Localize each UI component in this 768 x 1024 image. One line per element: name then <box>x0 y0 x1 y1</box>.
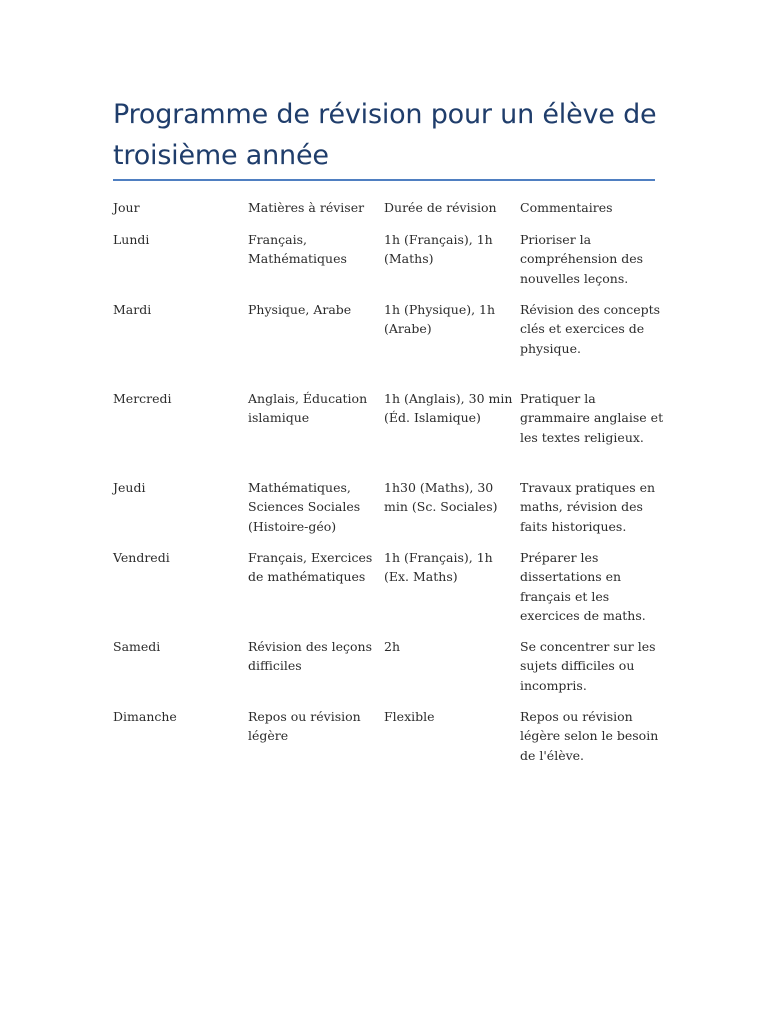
table-row <box>113 637 673 707</box>
cell-matieres: Physique, Arabe <box>248 302 352 317</box>
cell-commentaires: Révision des concepts clés et exercices de physique. <box>520 302 661 356</box>
cell-commentaires: Préparer les dissertations en français et les exercices de maths. <box>520 550 646 624</box>
header-commentaires: Commentaires <box>520 200 613 215</box>
cell-jour: Vendredi <box>113 550 170 565</box>
cell-duree: 1h (Physique), 1h (Arabe) <box>384 302 496 337</box>
cell-matieres: Anglais, Éducation islamique <box>248 391 368 426</box>
cell-jour: Samedi <box>113 639 161 654</box>
table-row <box>113 300 673 389</box>
header-duree: Durée de révision <box>384 200 497 215</box>
header-matieres: Matières à réviser <box>248 200 365 215</box>
revision-schedule-table <box>113 198 673 777</box>
cell-jour: Mercredi <box>113 391 172 406</box>
table-header-row <box>113 198 673 230</box>
table-row <box>113 707 673 777</box>
title-underline <box>113 179 655 181</box>
cell-duree: 1h30 (Maths), 30 min (Sc. Sociales) <box>384 480 498 515</box>
cell-matieres: Français, Exercices de mathématiques <box>248 550 373 585</box>
cell-jour: Jeudi <box>113 480 146 495</box>
header-jour: Jour <box>113 200 140 215</box>
cell-duree: 2h <box>384 639 401 654</box>
table-row <box>113 389 673 478</box>
cell-jour: Dimanche <box>113 709 177 724</box>
page-title: Programme de révision pour un élève de troisième année <box>113 99 657 171</box>
table-row <box>113 230 673 300</box>
cell-duree: 1h (Anglais), 30 min (Éd. Islamique) <box>384 391 513 426</box>
cell-matieres: Mathématiques, Sciences Sociales (Histoire-géo) <box>248 480 361 534</box>
cell-jour: Lundi <box>113 232 150 247</box>
cell-matieres: Repos ou révision légère <box>248 709 361 744</box>
cell-commentaires: Prioriser la compréhension des nouvelles leçons. <box>520 232 644 286</box>
cell-commentaires: Pratiquer la grammaire anglaise et les textes religieux. <box>520 391 664 445</box>
cell-duree: 1h (Français), 1h (Ex. Maths) <box>384 550 493 585</box>
cell-commentaires: Travaux pratiques en maths, révision des faits historiques. <box>520 480 656 534</box>
cell-duree: Flexible <box>384 709 435 724</box>
cell-matieres: Français, Mathématiques <box>248 232 347 267</box>
cell-matieres: Révision des leçons difficiles <box>248 639 373 674</box>
cell-commentaires: Se concentrer sur les sujets difficiles ou incompris. <box>520 639 656 693</box>
cell-commentaires: Repos ou révision légère selon le besoin de l'élève. <box>520 709 659 763</box>
table-row <box>113 478 673 548</box>
table-row <box>113 548 673 637</box>
cell-jour: Mardi <box>113 302 152 317</box>
cell-duree: 1h (Français), 1h (Maths) <box>384 232 493 267</box>
